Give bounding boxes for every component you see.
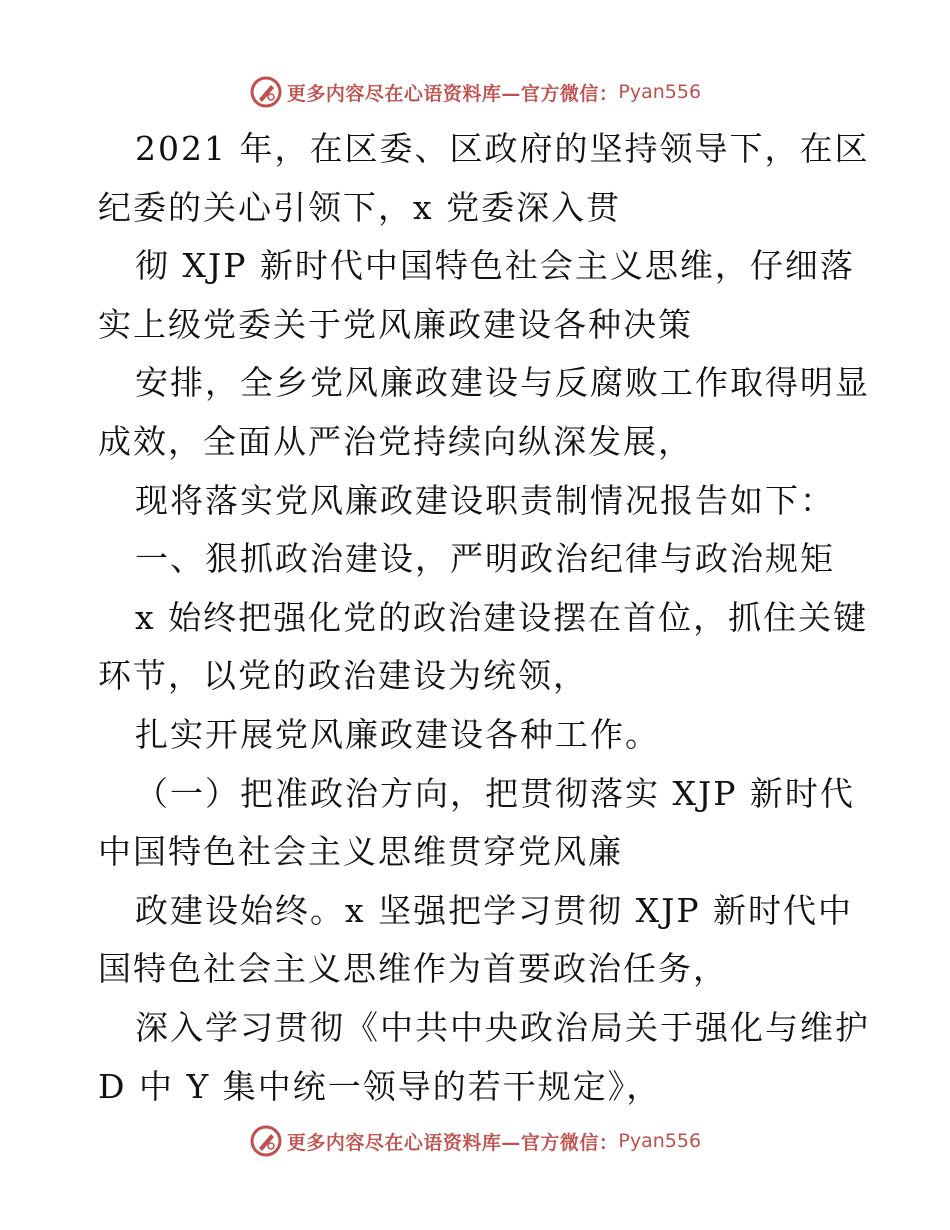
body-line: 国特色社会主义思维作为首要政治任务，: [98, 949, 728, 989]
body-line: 中国特色社会主义思维贯穿党风廉: [98, 832, 623, 872]
body-line: D 中 Y 集中统一领导的若干规定》，: [98, 1066, 662, 1106]
body-line: 2021 年，在区委、区政府的坚持领导下，在区: [135, 129, 870, 168]
body-line: 纪委的关心引领下，x 党委深入贯: [98, 187, 622, 227]
body-line: 彻 XJP 新时代中国特色社会主义思维，仔细落: [135, 246, 855, 286]
banner-text: 更多内容尽在心语资料库—官方微信：: [286, 1131, 619, 1154]
body-line: 扎实开展党风廉政建设各种工作。: [135, 714, 660, 754]
pen-seal-icon: [249, 1124, 283, 1158]
body-line: 政建设始终。x 坚强把学习贯彻 XJP 新时代中: [135, 890, 854, 930]
body-line: 深入学习贯彻《中共中央政治局关于强化与维护: [135, 1007, 870, 1047]
body-line: 环节，以党的政治建设为统领，: [98, 656, 588, 696]
subsection-heading: （一）把准政治方向，把贯彻落实 XJP 新时代: [135, 773, 855, 813]
section-heading: 一、狠抓政治建设，严明政治纪律与政治规矩: [135, 539, 835, 579]
body-line: 现将落实党风廉政建设职责制情况报告如下：: [135, 480, 835, 520]
body-line: x 始终把强化党的政治建设摆在首位，抓住关键: [135, 597, 869, 637]
pen-seal-icon: [249, 75, 283, 109]
body-line: 成效，全面从严治党持续向纵深发展，: [98, 421, 693, 461]
banner-text: 更多内容尽在心语资料库—官方微信：: [286, 82, 619, 105]
body-line: 实上级党委关于党风廉政建设各种决策: [98, 304, 693, 344]
body-line: 安排，全乡党风廉政建设与反腐败工作取得明显: [135, 363, 870, 403]
header-watermark-banner: [0, 72, 950, 112]
footer-watermark-banner: [0, 1121, 950, 1161]
banner-wechat-handle: Pyan556: [618, 1130, 702, 1152]
document-body: [98, 120, 870, 1116]
banner-wechat-handle: Pyan556: [618, 81, 702, 103]
